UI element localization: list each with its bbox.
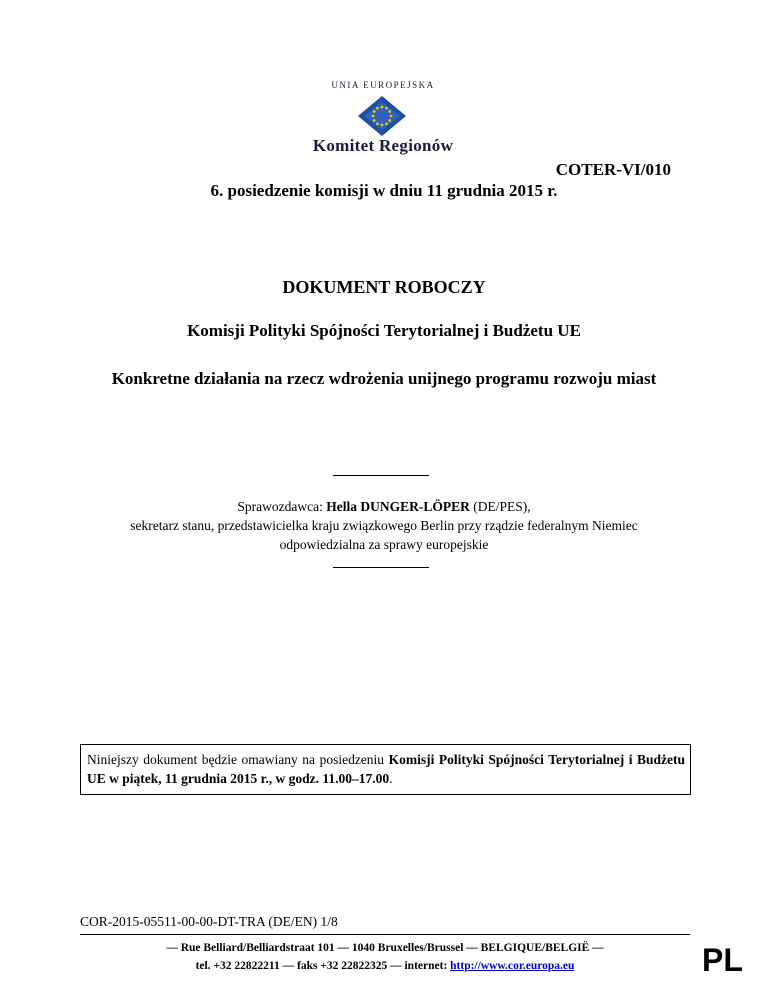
emblem-star: [373, 119, 376, 122]
emblem-star: [388, 119, 391, 122]
website-link[interactable]: http://www.cor.europa.eu: [450, 960, 575, 972]
rapporteur-label: Sprawozdawca:: [237, 499, 327, 514]
divider-bottom: [333, 567, 429, 568]
notice-committee-date: Komisji Polityki Spójności Terytorialnej i Budżetu UE w piątek, 11 grudnia 2015 r., w godz. 11.00–17.00: [87, 752, 685, 786]
eu-emblem-icon: [358, 96, 406, 136]
emblem-star: [381, 124, 384, 127]
document-type-heading: DOKUMENT ROBOCZY: [282, 277, 486, 297]
document-number: COR-2015-05511-00-00-DT-TRA (DE/EN) 1/8: [80, 914, 338, 929]
cor-logo: [300, 80, 466, 158]
meeting-notice-box: [80, 744, 691, 795]
rapporteur-position: sekretarz stanu, przedstawicielka kraju związkowego Berlin przy rządzie federalnym Niemiec: [130, 518, 638, 533]
rapporteur-name: Hella DUNGER-LÖPER: [326, 499, 470, 514]
emblem-star: [373, 110, 376, 113]
rapporteur-responsibility: odpowiedzialna za sprawy europejskie: [279, 537, 489, 552]
footer-contact-line: [80, 957, 690, 975]
notice-end: .: [389, 771, 393, 786]
emblem-star: [388, 110, 391, 113]
notice-intro: Niniejszy dokument będzie omawiany na posiedzeniu: [87, 752, 389, 767]
document-reference-code: COTER-VI/010: [555, 160, 671, 179]
rapporteur-group: (DE/PES),: [469, 499, 531, 514]
subject-heading: Konkretne działania na rzecz wdrożenia unijnego programu rozwoju miast: [111, 369, 657, 388]
rapporteur-block: [0, 497, 768, 554]
emblem-star: [381, 106, 384, 109]
emblem-star: [376, 122, 379, 125]
footer-address-line: — Rue Belliard/Belliardstraat 101 — 1040 Bruxelles/Brussel — BELGIQUE/BELGIË —: [166, 942, 604, 954]
rapporteur-line: [0, 497, 768, 516]
logo-name-text: Komitet Regionów: [312, 136, 454, 155]
emblem-star: [390, 115, 393, 118]
emblem-star: [372, 115, 375, 118]
footer-divider: [80, 934, 690, 935]
committee-heading: Komisji Polityki Spójności Terytorialnej i Budżetu UE: [187, 321, 581, 340]
language-code: PL: [702, 942, 743, 978]
emblem-star: [385, 122, 388, 125]
logo-top-text: UNIA EUROPEJSKA: [331, 80, 435, 90]
divider-top: [333, 475, 429, 476]
meeting-line: 6. posiedzenie komisji w dniu 11 grudnia 2015 r.: [210, 181, 558, 200]
emblem-star: [385, 107, 388, 110]
emblem-star: [376, 107, 379, 110]
footer-contact-text: tel. +32 22822211 — faks +32 22822325 — internet:: [195, 960, 451, 972]
footer-address: [80, 939, 690, 975]
